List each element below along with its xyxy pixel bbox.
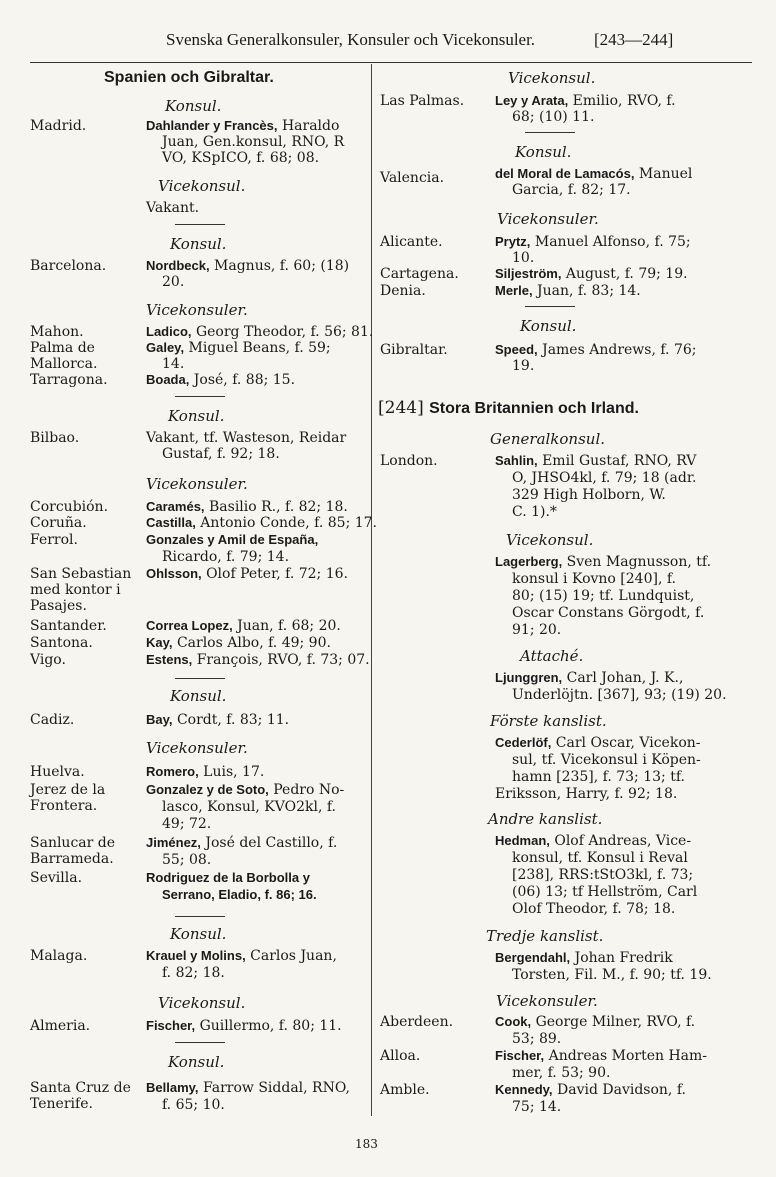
entry-line: Galey, Miguel Beans, f. 59;: [146, 340, 331, 356]
separator: [525, 132, 575, 133]
block-heading: Konsul.: [165, 97, 222, 115]
entry-line: Sahlin, Emil Gustaf, RNO, RV: [495, 453, 697, 469]
place-name: San Sebastian med kontor i Pasajes.: [30, 566, 132, 614]
entry-line: Bergendahl, Johan Fredrik: [495, 950, 673, 966]
entry-line: Vakant.: [146, 200, 200, 216]
place-name: Jerez de la Frontera.: [30, 782, 106, 814]
entry-name: Romero,: [146, 764, 199, 779]
header-rule: [30, 62, 752, 63]
block-heading: Vicekonsuler.: [497, 210, 599, 228]
entry-line: Correa Lopez, Juan, f. 68; 20.: [146, 618, 341, 634]
entry-name: Cook,: [495, 1014, 532, 1029]
entry-name: Fischer,: [146, 1018, 196, 1033]
entry-line: 53; 89.: [512, 1031, 562, 1047]
place-name: Alloa.: [380, 1048, 421, 1064]
place-name: Las Palmas.: [380, 93, 465, 109]
entry-line: Ljunggren, Carl Johan, J. K.,: [495, 670, 684, 686]
entry-line: Gonzalez y de Soto, Pedro No-: [146, 782, 345, 798]
entry-line: O, JHSO4kl, f. 79; 18 (adr.: [512, 470, 697, 486]
entry-line: Fischer, Guillermo, f. 80; 11.: [146, 1018, 342, 1034]
separator: [175, 678, 225, 679]
block-heading: Konsul.: [168, 407, 225, 425]
entry-line: 10.: [512, 250, 535, 266]
entry-line: 68; (10) 11.: [512, 109, 595, 125]
entry-line: Romero, Luis, 17.: [146, 764, 265, 780]
entry-name: Sahlin,: [495, 453, 538, 468]
entry-line: Jiménez, José del Castillo, f.: [146, 835, 338, 851]
entry-name: Hedman,: [495, 833, 550, 848]
entry-line: f. 82; 18.: [162, 965, 225, 981]
entry-line: Krauel y Molins, Carlos Juan,: [146, 948, 337, 964]
place-name: London.: [380, 453, 438, 469]
place-name: Barcelona.: [30, 258, 107, 274]
place-name: Gibraltar.: [380, 342, 448, 358]
place-name: Denia.: [380, 283, 426, 299]
entry-name: Ohlsson,: [146, 566, 202, 581]
block-heading: Vicekonsuler.: [496, 992, 598, 1010]
entry-name: Rodriguez de la Borbolla y: [146, 870, 310, 885]
place-name: Cadiz.: [30, 712, 75, 728]
place-name: Aberdeen.: [380, 1014, 454, 1030]
entry-line: 91; 20.: [512, 622, 562, 638]
entry-line: 75; 14.: [512, 1099, 562, 1115]
entry-line: Kennedy, David Davidson, f.: [495, 1082, 686, 1098]
entry-name: Gonzalez y de Soto,: [146, 782, 269, 797]
entry-name: Speed,: [495, 342, 538, 357]
entry-line: Bay, Cordt, f. 83; 11.: [146, 712, 290, 728]
entry-line: 19.: [512, 358, 535, 374]
entry-line: lasco, Konsul, KVO2kl, f.: [162, 799, 336, 815]
section-number: [244]: [378, 398, 424, 418]
entry-name: Cederlöf,: [495, 735, 552, 750]
entry-name: Bellamy,: [146, 1080, 199, 1095]
entry-line: [146, 870, 310, 886]
entry-line: [146, 532, 318, 548]
place-name: Sanlucar de Barrameda.: [30, 835, 116, 867]
entry-name: Kennedy,: [495, 1082, 553, 1097]
block-heading: Konsul.: [168, 1053, 225, 1071]
entry-name: Bay,: [146, 712, 173, 727]
entry-line: 80; (15) 19; tf. Lundquist,: [512, 588, 695, 604]
place-name: Valencia.: [380, 170, 445, 186]
block-heading: Konsul.: [170, 687, 227, 705]
entry-name: Siljeström,: [495, 266, 562, 281]
entry-name: Ladico,: [146, 324, 192, 339]
entry-line: Dahlander y Francès, Haraldo: [146, 118, 340, 134]
entry-line: [238], RRS:tStO3kl, f. 73;: [512, 867, 694, 883]
entry-name: Estens,: [146, 652, 193, 667]
place-name: Mahon.: [30, 324, 84, 340]
separator: [525, 306, 575, 307]
entry-line: konsul, tf. Konsul i Reval: [512, 850, 688, 866]
entry-name: Jiménez,: [146, 835, 201, 850]
entry-line: Gustaf, f. 92; 18.: [162, 446, 280, 462]
entry-name: Galey,: [146, 340, 185, 355]
separator: [175, 396, 225, 397]
entry-name: Boada,: [146, 372, 190, 387]
entry-line: VO, KSpICO, f. 68; 08.: [162, 150, 320, 166]
entry-name: Ljunggren,: [495, 670, 563, 685]
entry-line: Bellamy, Farrow Siddal, RNO,: [146, 1080, 350, 1096]
place-name: Vigo.: [30, 652, 66, 668]
block-heading: Konsul.: [170, 235, 227, 253]
entry-line: sul, tf. Vicekonsul i Köpen-: [512, 752, 701, 768]
block-heading: Vicekonsul.: [158, 994, 246, 1012]
entry-line: Eriksson, Harry, f. 92; 18.: [495, 786, 678, 802]
entry-line: Caramés, Basilio R., f. 82; 18.: [146, 499, 348, 515]
entry-line: Ricardo, f. 79; 14.: [162, 549, 290, 565]
entry-name: Lagerberg,: [495, 554, 563, 569]
block-heading: Vicekonsul.: [158, 177, 246, 195]
section-title-britain: Stora Britannien och Irland.: [429, 400, 639, 417]
section-title-spain: Spanien och Gibraltar.: [104, 69, 274, 86]
place-name: Sevilla.: [30, 870, 83, 886]
block-heading: Generalkonsul.: [490, 430, 606, 448]
place-name: Malaga.: [30, 948, 88, 964]
entry-line: 329 High Holborn, W.: [512, 487, 666, 503]
entry-line: Ley y Arata, Emilio, RVO, f.: [495, 93, 676, 109]
block-heading: Attaché.: [520, 647, 584, 665]
entry-line: Cook, George Milner, RVO, f.: [495, 1014, 696, 1030]
entry-name: Ley y Arata,: [495, 93, 569, 108]
entry-name: Nordbeck,: [146, 258, 210, 273]
block-heading: Konsul.: [515, 143, 572, 161]
entry-line: Garcia, f. 82; 17.: [512, 182, 631, 198]
block-heading: Förste kanslist.: [490, 712, 607, 730]
entry-name: Fischer,: [495, 1048, 545, 1063]
place-name: Almeria.: [30, 1018, 91, 1034]
block-heading: Vicekonsuler.: [146, 475, 248, 493]
place-name: Santona.: [30, 635, 93, 651]
separator: [175, 1042, 225, 1043]
place-name: Santander.: [30, 618, 107, 634]
entry-line: konsul i Kovno [240], f.: [512, 571, 676, 587]
entry-line: Siljeström, August, f. 79; 19.: [495, 266, 688, 282]
entry-line: f. 65; 10.: [162, 1097, 225, 1113]
entry-line: Underlöjtn. [367], 93; (19) 20.: [512, 687, 727, 703]
entry-name: Krauel y Molins,: [146, 948, 246, 963]
block-heading: Vicekonsuler.: [146, 301, 248, 319]
entry-line: 49; 72.: [162, 816, 212, 832]
entry-line: Oscar Constans Görgodt, f.: [512, 605, 705, 621]
block-heading: Konsul.: [520, 317, 577, 335]
entry-line: mer, f. 53; 90.: [512, 1065, 611, 1081]
entry-name: del Moral de Lamacós,: [495, 166, 635, 181]
entry-name: Caramés,: [146, 499, 205, 514]
page-title: Svenska Generalkonsuler, Konsuler och Vicekonsuler.: [166, 30, 536, 49]
entry-line: Ladico, Georg Theodor, f. 56; 81.: [146, 324, 374, 340]
entry-line: Lagerberg, Sven Magnusson, tf.: [495, 554, 712, 570]
entry-line: del Moral de Lamacós, Manuel: [495, 166, 693, 182]
block-heading: Vicekonsul.: [506, 531, 594, 549]
place-name: Corcubión.: [30, 499, 109, 515]
place-name: Santa Cruz de Tenerife.: [30, 1080, 131, 1112]
entry-name: Merle,: [495, 283, 533, 298]
place-name: Alicante.: [380, 234, 443, 250]
place-name: Cartagena.: [380, 266, 459, 282]
block-heading: Andre kanslist.: [488, 810, 603, 828]
place-name: Huelva.: [30, 764, 85, 780]
entry-line: Juan, Gen.konsul, RNO, R: [162, 134, 345, 150]
separator: [175, 224, 225, 225]
place-name: Tarragona.: [30, 372, 108, 388]
entry-name: Bergendahl,: [495, 950, 571, 965]
entry-name: Dahlander y Francès,: [146, 118, 278, 133]
entry-line: 55; 08.: [162, 852, 212, 868]
entry-line: Torsten, Fil. M., f. 90; tf. 19.: [512, 967, 712, 983]
block-heading: Vicekonsuler.: [146, 739, 248, 757]
entry-line: Boada, José, f. 88; 15.: [146, 372, 296, 388]
page-range: [243—244]: [594, 30, 674, 49]
place-name: Bilbao.: [30, 430, 80, 446]
entry-line: Cederlöf, Carl Oscar, Vicekon-: [495, 735, 701, 751]
block-heading: Tredje kanslist.: [486, 927, 604, 945]
entry-line: Nordbeck, Magnus, f. 60; (18): [146, 258, 350, 274]
section-heading-britain: [378, 400, 639, 417]
place-name: Ferrol.: [30, 532, 78, 548]
entry-line: Hedman, Olof Andreas, Vice-: [495, 833, 692, 849]
entry-line: 20.: [162, 274, 185, 290]
separator: [175, 916, 225, 917]
entry-line: Speed, James Andrews, f. 76;: [495, 342, 697, 358]
entry-line: 14.: [162, 356, 185, 372]
entry-line: Vakant, tf. Wasteson, Reidar: [146, 430, 347, 446]
entry-name: Castilla,: [146, 515, 196, 530]
block-heading: Vicekonsul.: [508, 69, 596, 87]
entry-name: Correa Lopez,: [146, 618, 233, 633]
entry-line: Kay, Carlos Albo, f. 49; 90.: [146, 635, 331, 651]
place-name: Coruña.: [30, 515, 87, 531]
column-divider: [371, 64, 372, 1116]
entry-line: Prytz, Manuel Alfonso, f. 75;: [495, 234, 691, 250]
entry-name: Prytz,: [495, 234, 531, 249]
entry-line: Castilla, Antonio Conde, f. 85; 17.: [146, 515, 377, 531]
entry-line: Olof Theodor, f. 78; 18.: [512, 901, 676, 917]
entry-line: [162, 887, 317, 903]
entry-line: hamn [235], f. 73; 13; tf.: [512, 769, 685, 785]
place-name: Madrid.: [30, 118, 87, 134]
entry-line: C. 1).*: [512, 504, 557, 520]
place-name: Amble.: [380, 1082, 430, 1098]
entry-name: Gonzales y Amil de España,: [146, 532, 319, 547]
entry-line: Estens, François, RVO, f. 73; 07.: [146, 652, 370, 668]
entry-line: Ohlsson, Olof Peter, f. 72; 16.: [146, 566, 348, 582]
entry-line: (06) 13; tf Hellström, Carl: [512, 884, 698, 900]
entry-name: Kay,: [146, 635, 173, 650]
entry-line: Fischer, Andreas Morten Ham-: [495, 1048, 708, 1064]
block-heading: Konsul.: [170, 925, 227, 943]
place-name: Palma de Mallorca.: [30, 340, 98, 372]
entry-name-cont: Serrano, Eladio, f. 86; 16.: [162, 887, 317, 902]
page-number: 183: [355, 1137, 378, 1151]
entry-line: Merle, Juan, f. 83; 14.: [495, 283, 641, 299]
